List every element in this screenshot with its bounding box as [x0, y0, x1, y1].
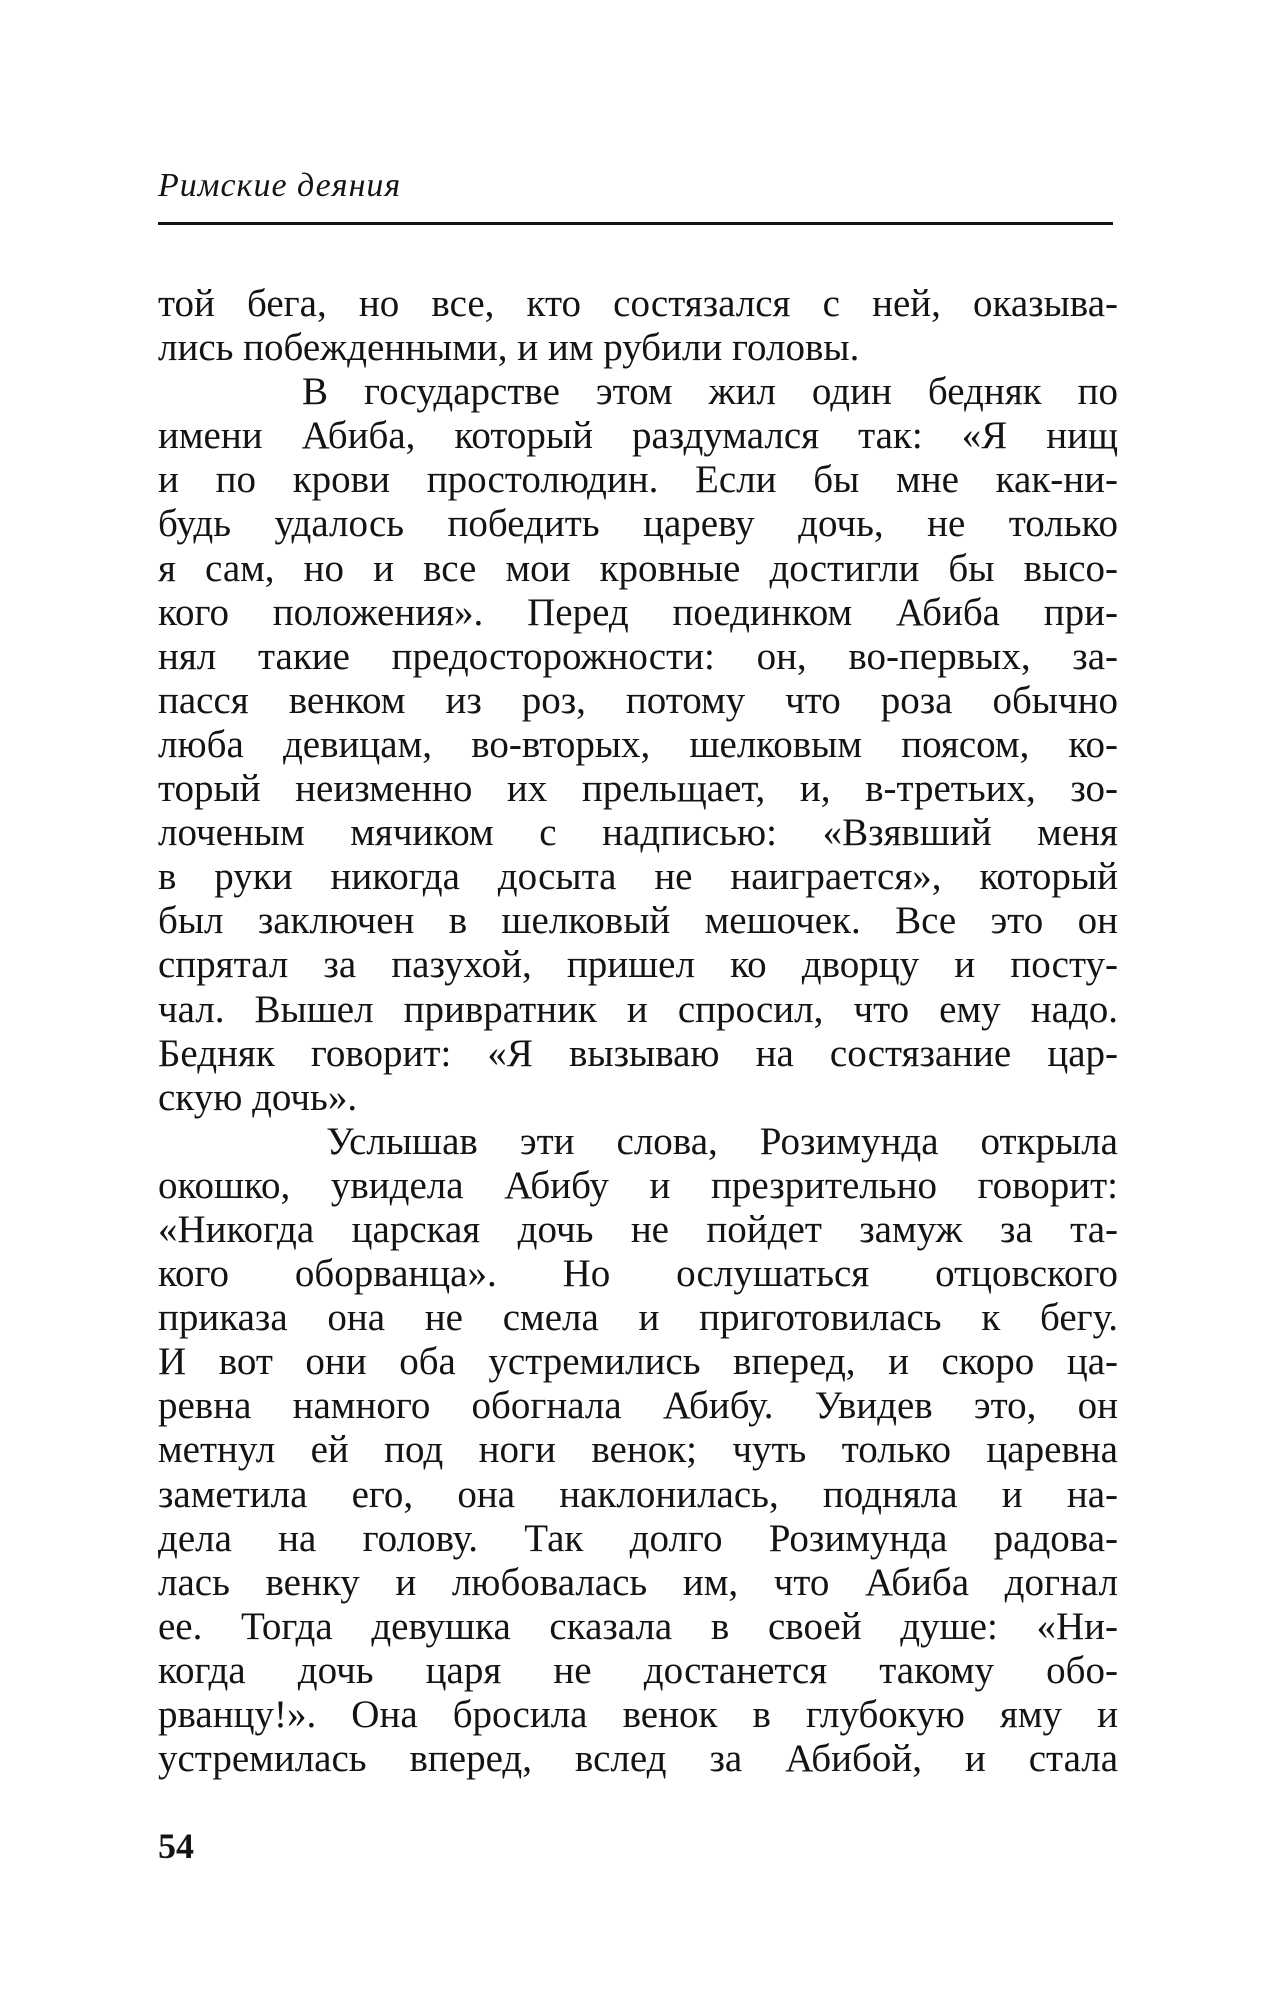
running-title: Римские деяния [158, 167, 402, 204]
text-line: кого оборванца». Но ослушаться отцовского [158, 1252, 1118, 1296]
text-line: заметила его, она наклонилась, подняла и на- [158, 1472, 1118, 1516]
text-line: И вот они оба устремились вперед, и скоро ца- [158, 1340, 1118, 1384]
text-line: ее. Тогда девушка сказала в своей душе: «Ни- [158, 1604, 1118, 1648]
text-line: торый неизменно их прельщает, и, в-третьих, зо- [158, 767, 1118, 811]
text-line: я сам, но и все мои кровные достигли бы высо- [158, 546, 1118, 590]
text-line: нял такие предосторожности: он, во-первых, за- [158, 634, 1118, 678]
text-line: лись побежденными, и им рубили головы. [158, 326, 860, 370]
text-line: имени Абиба, который раздумался так: «Я нищ [158, 414, 1118, 458]
text-line: был заключен в шелковый мешочек. Все это он [158, 899, 1118, 943]
text-line: и по крови простолюдин. Если бы мне как-ни- [158, 458, 1118, 502]
text-line: Бедняк говорит: «Я вызываю на состязание цар- [158, 1031, 1118, 1075]
text-line: Услышав эти слова, Розимунда открыла [158, 1119, 1118, 1163]
text-line: чал. Вышел привратник и спросил, что ему надо. [158, 987, 1118, 1031]
text-line: будь удалось победить цареву дочь, не только [158, 502, 1118, 546]
text-line: устремилась вперед, вслед за Абибой, и стала [158, 1737, 1118, 1781]
body-text [158, 282, 1118, 1781]
text-line: дела на голову. Так долго Розимунда радова- [158, 1516, 1118, 1560]
text-line: «Никогда царская дочь не пойдет замуж за та- [158, 1207, 1118, 1251]
page-number: 54 [158, 1826, 194, 1866]
text-line: рванцу!». Она бросила венок в глубокую яму и [158, 1693, 1118, 1736]
text-line: лоченым мячиком с надписью: «Взявший меня [158, 811, 1118, 855]
header-rule [158, 222, 1113, 225]
text-line: спрятал за пазухой, пришел ко дворцу и посту- [158, 943, 1118, 987]
text-line: той бега, но все, кто состязался с ней, оказыва- [158, 282, 1118, 325]
text-line: приказа она не смела и приготовилась к бегу. [158, 1296, 1118, 1340]
text-line: метнул ей под ноги венок; чуть только царевна [158, 1428, 1118, 1472]
text-line: окошко, увидела Абибу и презрительно говорит: [158, 1163, 1118, 1207]
text-line: люба девицам, во-вторых, шелковым поясом, ко- [158, 722, 1118, 766]
text-line: скую дочь». [158, 1075, 358, 1119]
text-line: ревна намного обогнала Абибу. Увидев это, он [158, 1384, 1118, 1428]
text-line: кого положения». Перед поединком Абиба при- [158, 590, 1118, 634]
text-line: пасся венком из роз, потому что роза обычно [158, 678, 1118, 722]
text-line: в руки никогда досыта не наиграется», который [158, 855, 1118, 899]
text-line: В государстве этом жил один бедняк по [158, 370, 1118, 414]
text-line: когда дочь царя не достанется такому обо- [158, 1648, 1118, 1692]
text-line: лась венку и любовалась им, что Абиба догнал [158, 1560, 1118, 1604]
